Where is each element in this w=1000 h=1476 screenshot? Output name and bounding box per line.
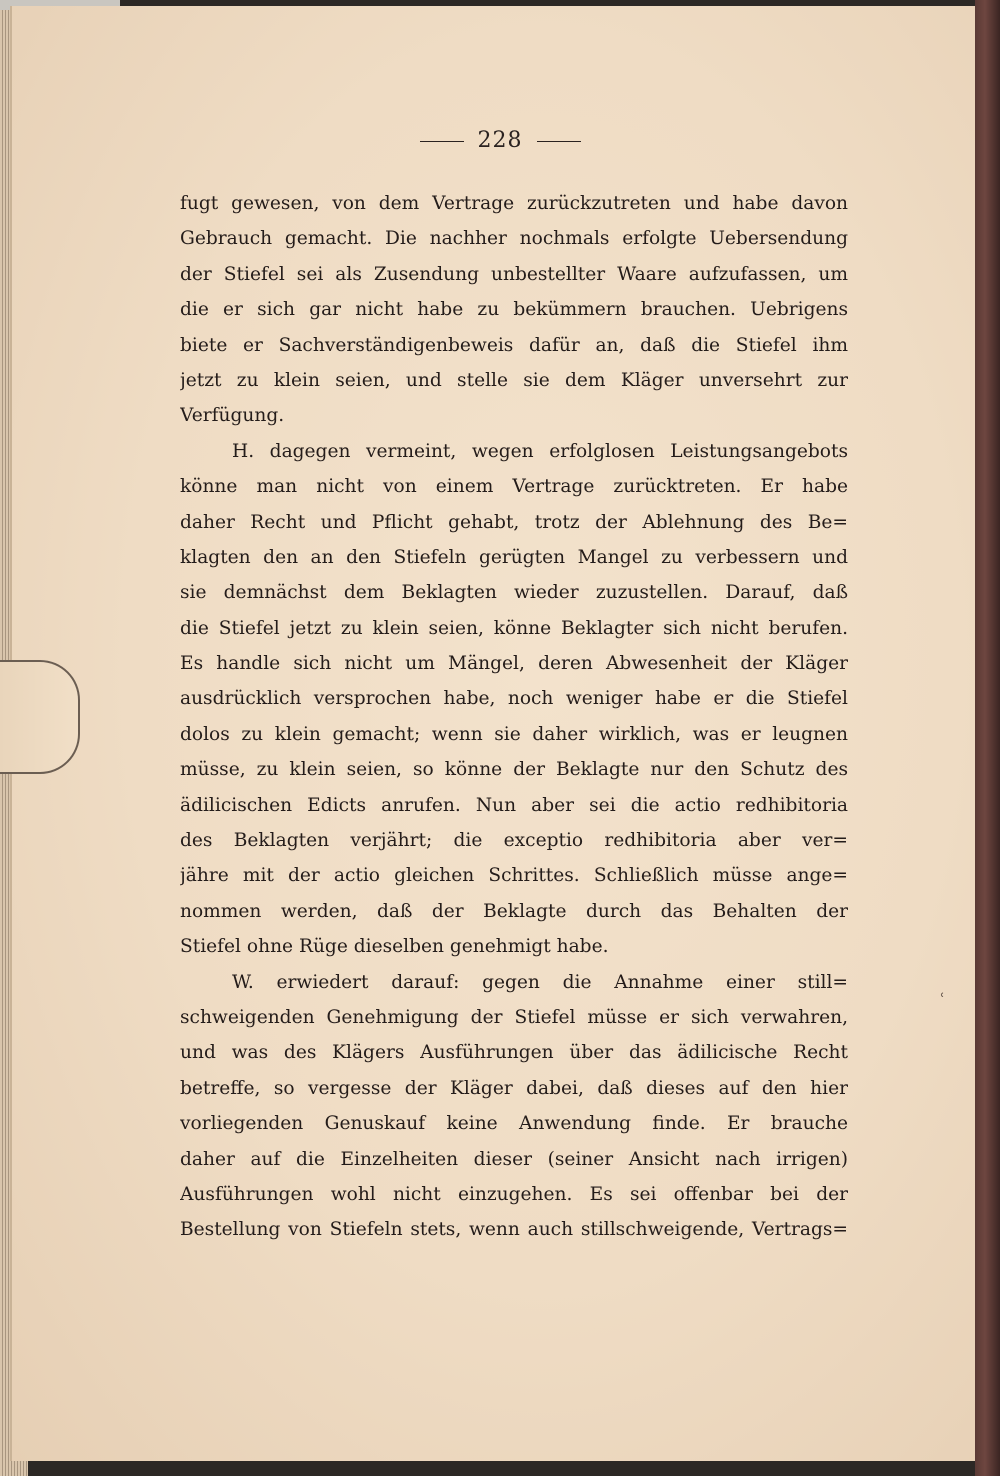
text-line: Es handle sich nicht um Mängel, deren Abwesenheit der Kläger [180,653,848,675]
text-line: W. erwiedert darauf: gegen die Annahme einer still= [232,971,848,993]
text-line: Gebrauch gemacht. Die nachher nochmals erfolgte Uebersendung [180,228,848,250]
text-line: müsse, zu klein seien, so könne der Beklagte nur den Schutz des [180,759,848,781]
text-line: betreffe, so vergesse der Kläger dabei, daß dieses auf den hier [180,1077,848,1099]
page-header [0,128,1000,153]
text-line: ädilicischen Edicts anrufen. Nun aber sei die actio redhibitoria [180,794,848,816]
page-fold-tab [0,660,80,774]
text-line: jähre mit der actio gleichen Schrittes. Schließlich müsse ange= [180,865,848,887]
text-line: sie demnächst dem Beklagten wieder zuzustellen. Darauf, daß [180,582,848,604]
text-line: schweigenden Genehmigung der Stiefel müsse er sich verwahren, [180,1006,848,1028]
text-line: klagten den an den Stiefeln gerügten Mangel zu verbessern und [180,546,848,568]
margin-mark: ʿ [940,990,945,1009]
text-line: des Beklagten verjährt; die exceptio redhibitoria aber ver= [180,830,848,852]
text-line: daher auf die Einzelheiten dieser (seiner Ansicht nach irrigen) [180,1148,848,1170]
header-dash-left [420,141,464,142]
text-line: Verfügung. [180,405,285,427]
text-line: Ausführungen wohl nicht einzugehen. Es sei offenbar bei der [180,1183,848,1205]
text-line: könne man nicht von einem Vertrage zurücktreten. Er habe [180,476,848,498]
text-line: vorliegenden Genuskauf keine Anwendung finde. Er brauche [180,1113,848,1135]
text-line: dolos zu klein gemacht; wenn sie daher wirklich, was er leugnen [180,723,848,745]
text-line: fugt gewesen, von dem Vertrage zurückzutreten und habe davon [180,193,848,214]
text-line: jetzt zu klein seien, und stelle sie dem Kläger unversehrt zur [180,369,848,391]
text-line: biete er Sachverständigenbeweis dafür an, daß die Stiefel ihm [180,334,848,356]
book-cover-edge [975,0,1000,1476]
header-dash-right [537,141,581,142]
text-line: Stiefel ohne Rüge dieselben genehmigt habe. [180,936,609,958]
body-text [180,186,848,1248]
text-line: und was des Klägers Ausführungen über das ädilicische Recht [180,1042,848,1064]
text-line: die er sich gar nicht habe zu bekümmern brauchen. Uebrigens [180,299,848,321]
text-line: die Stiefel jetzt zu klein seien, könne Beklagter sich nicht berufen. [180,617,848,639]
text-line: daher Recht und Pflicht gehabt, trotz der Ablehnung des Be= [180,511,848,533]
text-line: der Stiefel sei als Zusendung unbestellter Waare aufzufassen, um [180,263,848,285]
text-line: ausdrücklich versprochen habe, noch weniger habe er die Stiefel [180,688,848,710]
page-number: 228 [477,128,523,153]
text-line: Bestellung von Stiefeln stets, wenn auch stillschweigende, Vertrags= [180,1219,848,1241]
text-line: nommen werden, daß der Beklagte durch das Behalten der [180,900,848,922]
text-line: H. dagegen vermeint, wegen erfolglosen Leistungsangebots [232,440,848,462]
